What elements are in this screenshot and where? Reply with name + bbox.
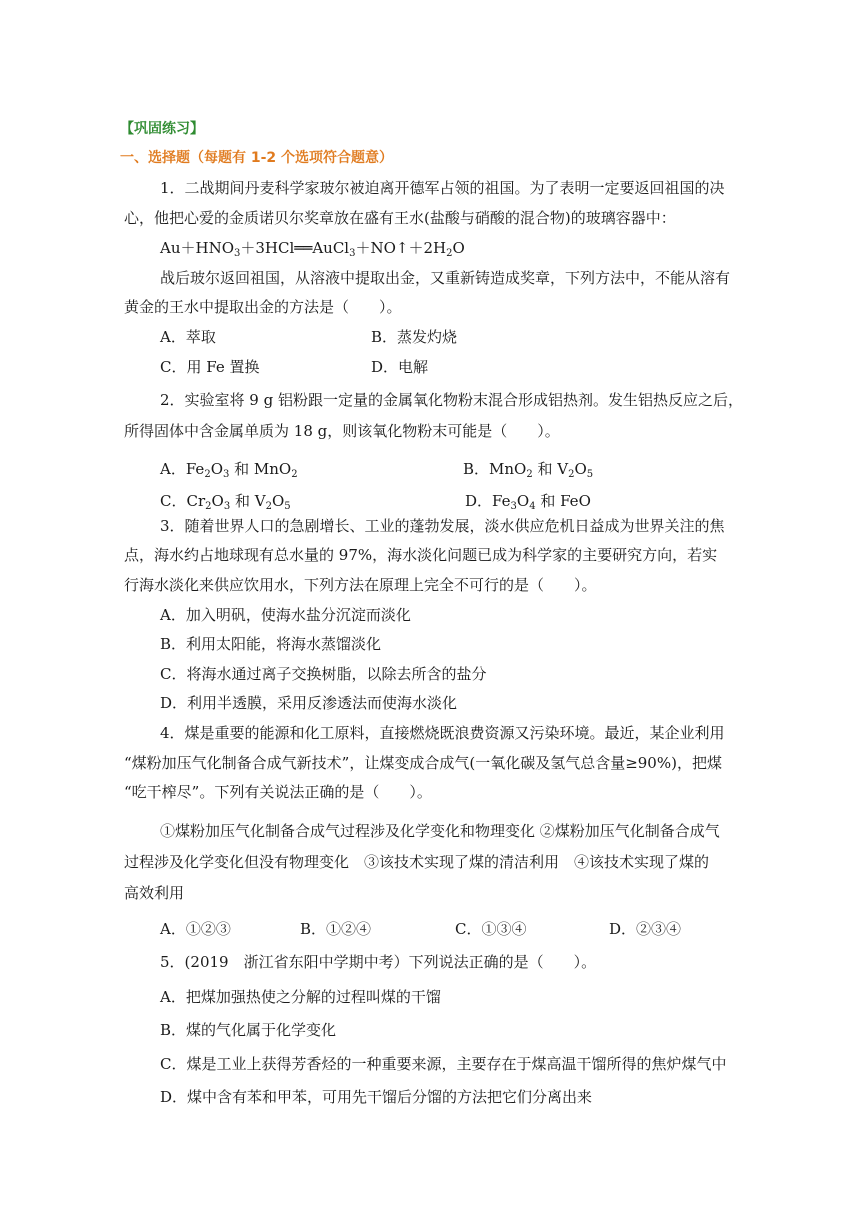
q1-line2: 心，他把心爱的金质诺贝尔奖章放在盛有王水(盐酸与硝酸的混合物)的玻璃容器中： [124, 209, 676, 227]
q3-option-b[interactable]: B．利用太阳能，将海水蒸馏淡化 [160, 635, 382, 653]
q4-line1: 4．煤是重要的能源和化工原料，直接燃烧既浪费资源又污染环境。最近，某企业利用 [160, 724, 725, 742]
q3-option-c[interactable]: C．将海水通过离子交换树脂，以除去所含的盐分 [160, 665, 487, 683]
q2-option-c[interactable]: C．$Cr_2O_3$ 和 $V_2O_5$ [160, 492, 291, 512]
q3-line2: 点，海水约占地球现有总水量的 97%，海水淡化问题已成为科学家的主要研究方向，若实 [124, 546, 718, 564]
q5-option-a[interactable]: A．把煤加强热使之分解的过程叫煤的干馏 [160, 988, 441, 1006]
q1-equation: $Au+HNO_3+3HCl══AuCl_3+NO↑+2H_2O$ [160, 239, 465, 259]
q2-line1: 2．实验室将 9 g 铝粉跟一定量的金属氧化物粉末混合形成铝热剂。发生铝热反应之后， [160, 391, 743, 409]
section-heading: 【巩固练习】 [120, 121, 204, 137]
q5-option-c[interactable]: C．煤是工业上获得芳香烃的一种重要来源，主要存在于煤高温干馏所得的焦炉煤气中 [160, 1055, 727, 1073]
q4-statement-2: 过程涉及化学变化但没有物理变化 ③该技术实现了煤的清洁利用 ④该技术实现了煤的 [124, 853, 710, 871]
q3-line3: 行海水淡化来供应饮用水，下列方法在原理上完全不可行的是（ ）。 [124, 576, 597, 594]
q4-option-c[interactable]: C．①③④ [455, 920, 527, 938]
q4-statement-3: 高效利用 [124, 884, 185, 902]
q4-line3: “吃干榨尽”。下列有关说法正确的是（ ）。 [124, 783, 432, 801]
q2-option-a[interactable]: A．$Fe_2O_3$ 和 MnO$_2$ [160, 460, 298, 480]
q1-option-b[interactable]: B．蒸发灼烧 [371, 328, 458, 346]
q3-option-a[interactable]: A．加入明矾，使海水盐分沉淀而淡化 [160, 606, 411, 624]
q5-option-b[interactable]: B．煤的气化属于化学变化 [160, 1021, 337, 1039]
q1-line3: 战后玻尔返回祖国，从溶液中提取出金，又重新铸造成奖章，下列方法中，不能从溶有 [160, 269, 731, 287]
q2-option-d[interactable]: D．$Fe_3O_4$ 和 FeO [465, 492, 591, 512]
q5-option-d[interactable]: D．煤中含有苯和甲苯，可用先干馏后分馏的方法把它们分离出来 [160, 1088, 593, 1106]
q1-option-c[interactable]: C．用 Fe 置换 [160, 358, 260, 376]
q4-option-b[interactable]: B．①②④ [300, 920, 372, 938]
q1-option-d[interactable]: D．电解 [371, 358, 429, 376]
q4-statement-1: ①煤粉加压气化制备合成气过程涉及化学变化和物理变化 ②煤粉加压气化制备合成气 [160, 822, 720, 840]
q1-option-a[interactable]: A．萃取 [160, 328, 216, 346]
section-title: 一、选择题（每题有 1-2 个选项符合题意） [120, 150, 394, 166]
q3-line1: 3．随着世界人口的急剧增长、工业的蓬勃发展，淡水供应危机日益成为世界关注的焦 [160, 517, 725, 535]
q1-line1: 1．二战期间丹麦科学家玻尔被迫离开德军占领的祖国。为了表明一定要返回祖国的决 [160, 179, 725, 197]
q1-line4: 黄金的王水中提取出金的方法是（ ）。 [124, 298, 402, 316]
q4-option-a[interactable]: A．①②③ [160, 920, 231, 938]
q2-line2: 所得固体中含金属单质为 18 g，则该氧化物粉末可能是（ ）。 [124, 422, 560, 440]
q3-option-d[interactable]: D．利用半透膜，采用反渗透法而使海水淡化 [160, 694, 458, 712]
q4-option-d[interactable]: D．②③④ [609, 920, 682, 938]
q5-line1: 5．(2019 浙江省东阳中学期中考）下列说法正确的是（ ）。 [160, 953, 597, 971]
q4-line2: “煤粉加压气化制备合成气新技术”，让煤变成合成气(一氧化碳及氢气总含量≥90%)，把煤 [124, 754, 722, 772]
q2-option-b[interactable]: B．MnO$_2$ 和 $V_2O_5$ [463, 460, 594, 480]
